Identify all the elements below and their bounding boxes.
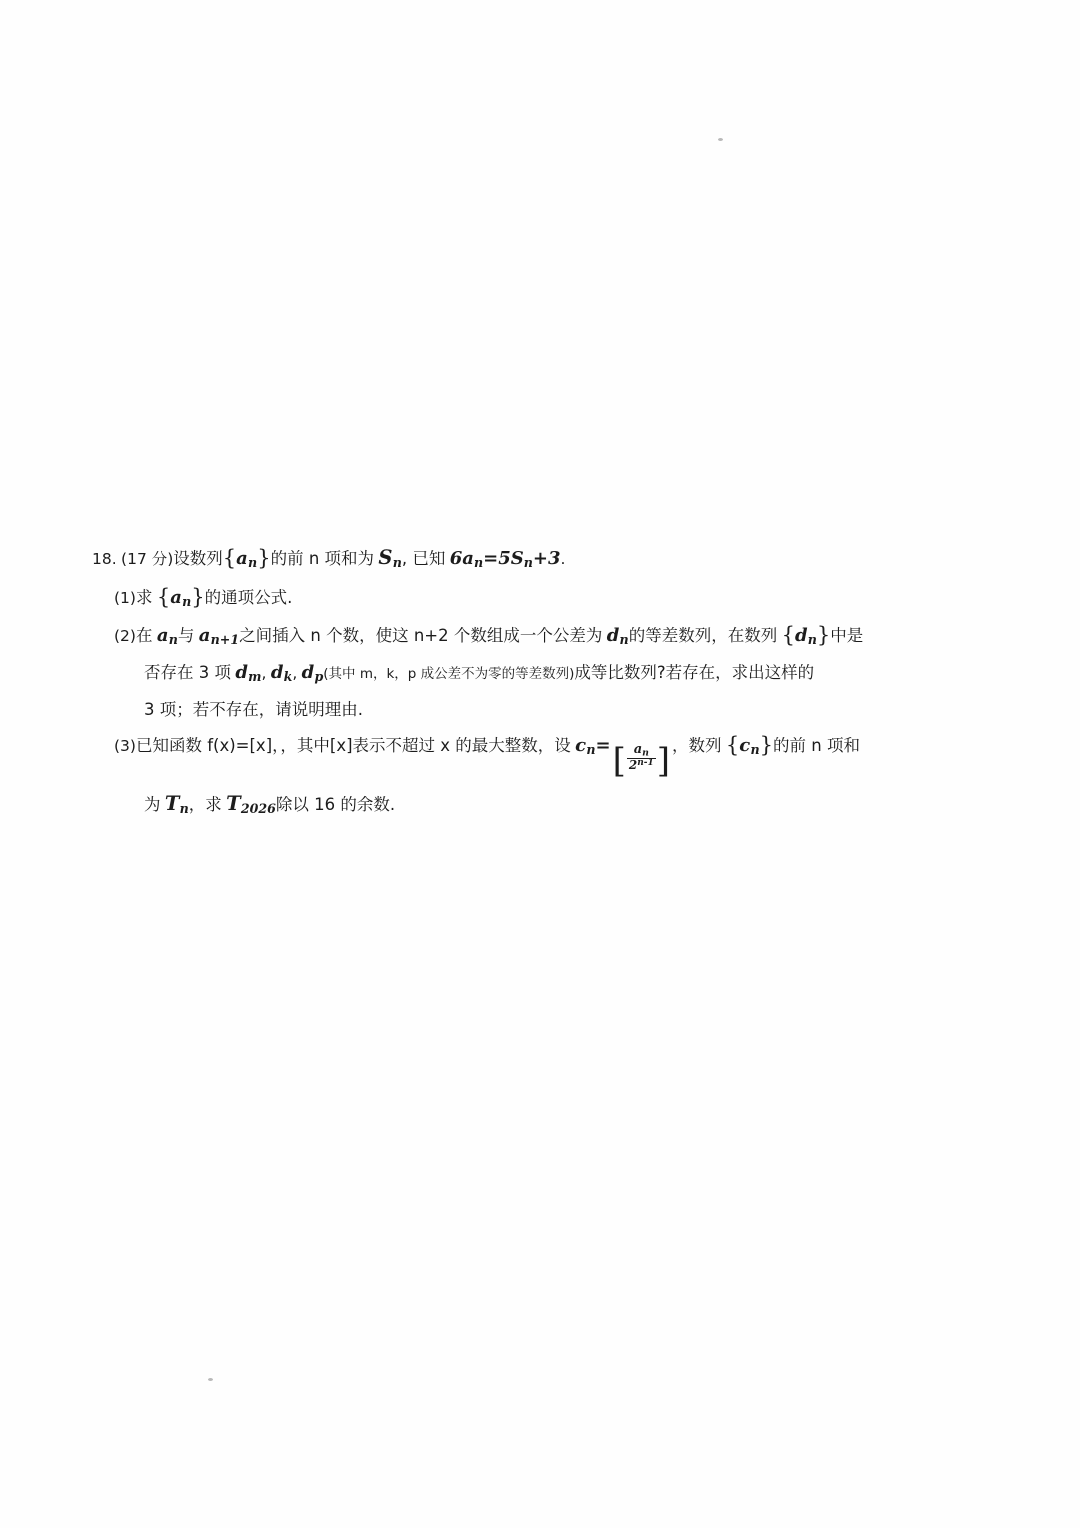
- brace-close-icon: }: [816, 623, 831, 648]
- part-3-text-a: 已知函数 f(x)=[x]，，其中[x]表示不超过 x 的最大整数，设: [135, 736, 571, 756]
- stem-text-known: , 已知: [401, 549, 446, 568]
- brace-open-icon: {: [781, 623, 795, 648]
- problem-part-2-line-2: [92, 664, 997, 684]
- part-2-line2-text-b: 成等比数列?若存在，求出这样的: [574, 663, 815, 683]
- part-2-text-b: 与: [177, 626, 195, 646]
- part-1-text-b: 的通项公式.: [204, 587, 293, 607]
- part-3-line2-text-c: 除以 16 的余数.: [275, 795, 396, 815]
- part-2-line2-text-a: 否存在 3 项: [144, 663, 231, 683]
- part-1-label: (1): [114, 588, 136, 607]
- fraction: [627, 743, 656, 772]
- part-2-text-d: 的等差数列，在数列: [628, 626, 778, 646]
- part-3-line2-text-a: 为: [144, 795, 161, 815]
- points-label: (17 分): [121, 550, 174, 568]
- part-2-paren-note: (其中 m，k，p 成公差不为零的等差数列): [323, 666, 575, 683]
- stem-equation-tail: +3: [532, 548, 561, 569]
- part-1-var: a: [170, 586, 183, 608]
- bracket-open-icon: [: [612, 741, 626, 782]
- problem-part-3-line-1: [92, 733, 997, 782]
- brace-open-icon: {: [222, 546, 237, 570]
- part-3-text-c: 的前 n 项和: [773, 736, 860, 756]
- part-1-text-a: 求: [135, 587, 153, 607]
- part-2-var-dn2: d: [794, 625, 808, 647]
- part-2-var-dp-sub: p: [314, 669, 324, 685]
- part-3-var-cn-sub: n: [586, 742, 596, 758]
- part-3-var-cn2-sub: n: [750, 742, 760, 758]
- stem-equation-sub2: n: [523, 555, 533, 571]
- brace-close-icon: }: [759, 733, 773, 758]
- part-2-var-dm-sub: m: [248, 669, 262, 685]
- part-2-var-dk-sub: k: [283, 669, 293, 685]
- fraction-denominator: 2$^{n-1}$: [628, 758, 654, 773]
- brace-close-icon: }: [257, 546, 271, 570]
- stem-equation-eq: =5S: [483, 548, 524, 569]
- part-2-comma-1: ,: [261, 664, 267, 683]
- part-2-var-an1-sub: n+1: [210, 632, 240, 648]
- part-3-var-t2026-sub: 2026: [240, 801, 276, 817]
- part-3-var-tn: T: [164, 792, 180, 816]
- part-2-var-dn: d: [606, 625, 620, 647]
- problem-part-2-line-3: [92, 701, 997, 719]
- question-number: 18.: [92, 550, 117, 568]
- part-2-var-dk: d: [270, 662, 284, 684]
- part-1-var-sub: n: [182, 593, 192, 609]
- scan-speck: [718, 138, 723, 141]
- part-3-text-b: ，数列: [672, 736, 722, 756]
- bracket-close-icon: ]: [656, 741, 671, 782]
- problem-part-3-line-2: [92, 794, 997, 816]
- brace-open-icon: {: [156, 584, 171, 609]
- brace-open-icon: {: [725, 733, 740, 758]
- part-2-text-e: 中是: [830, 626, 864, 646]
- part-3-var-cn2: c: [739, 735, 751, 757]
- scan-speck: [208, 1378, 213, 1381]
- part-3-line2-text-b: ，求: [188, 795, 222, 815]
- part-2-var-dp: d: [301, 662, 315, 684]
- problem-stem: [92, 548, 997, 570]
- part-2-var-an: a: [156, 625, 169, 647]
- problem-18: [92, 548, 997, 833]
- stem-sequence-var: a: [236, 548, 249, 569]
- part-3-var-tn-sub: n: [179, 801, 189, 817]
- stem-equation-sub1: n: [473, 555, 484, 571]
- part-2-var-an-sub: n: [168, 632, 178, 648]
- stem-text-before: 设数列: [173, 549, 223, 568]
- part-3-var-cn: c: [575, 735, 587, 757]
- part-2-label: (2): [114, 627, 136, 646]
- part-2-text-c: 之间插入 n 个数，使这 n+2 个数组成一个公差为: [239, 626, 603, 646]
- stem-text-mid: 的前 n 项和为: [270, 549, 375, 568]
- brace-close-icon: }: [191, 584, 205, 609]
- problem-part-2-line-1: [92, 625, 997, 647]
- part-2-comma-2: ,: [292, 664, 298, 683]
- part-2-var-an1: a: [198, 625, 211, 647]
- floor-fraction: [612, 741, 671, 782]
- part-2-var-dn2-sub: n: [807, 632, 817, 648]
- part-3-equals: =: [595, 735, 611, 757]
- stem-equation-lhs: 6a: [449, 548, 474, 569]
- part-2-text-a: 在: [135, 626, 153, 646]
- problem-part-1: [92, 584, 997, 609]
- fraction-numerator: an: [633, 742, 649, 759]
- stem-sequence-sub: n: [248, 555, 258, 571]
- part-3-label: (3): [114, 737, 136, 756]
- stem-period: .: [560, 550, 566, 568]
- stem-sum-sub: n: [392, 555, 402, 571]
- part-2-line3-text: 3 项；若不存在，请说明理由.: [144, 699, 363, 719]
- part-3-var-t2026: T: [226, 792, 241, 816]
- stem-sum-symbol: S: [378, 546, 393, 569]
- part-2-var-dn-sub: n: [619, 632, 629, 648]
- part-2-var-dm: d: [235, 662, 249, 684]
